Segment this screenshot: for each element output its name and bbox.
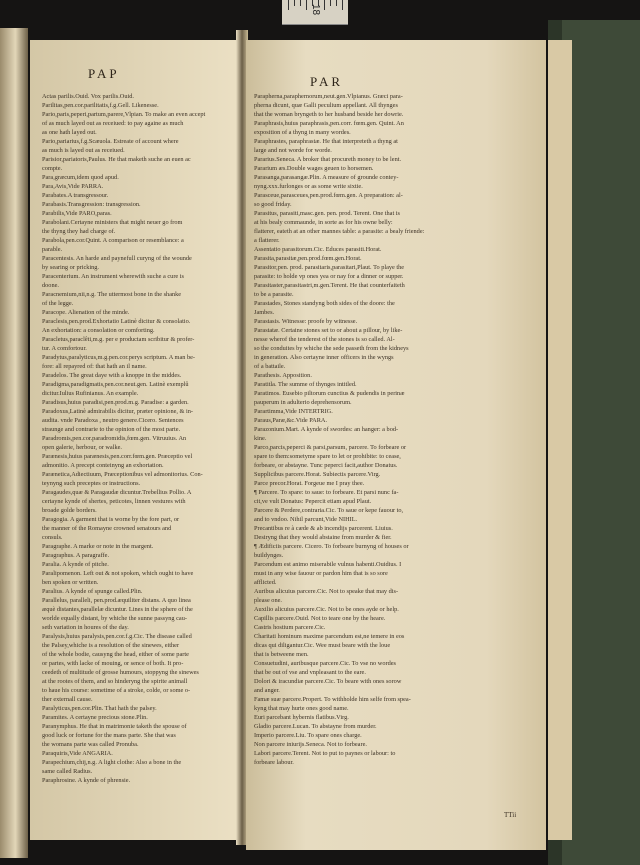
dictionary-entry-line: the womans parte was called Pronuba.: [42, 741, 139, 748]
dictionary-entry-line: Parasitor,pen. prod. parasitaris,parasitari,Plaut. To playe the: [254, 264, 405, 271]
dictionary-entry-line: Paraquiris,Vide ANGARIA.: [42, 750, 113, 757]
dictionary-entry-line: Paraphrasis,huius paraphrasis,pen.corr. fœm.gen. Quint. An: [254, 120, 404, 127]
dictionary-entry-line: in generation. Also certayne inner officers in the wyngs: [254, 354, 394, 361]
dictionary-entry-line: Paracope. Alienation of the minde.: [42, 309, 130, 316]
dictionary-entry-line: Famæ suæ parcere.Propert. To withholde him selfe from spea-: [254, 696, 411, 703]
dictionary-entry-line: straunge and contrarie to the opinion of the most parte.: [42, 426, 181, 433]
dictionary-entry-line: Pario,paris,peperi,partum,parere,Vlpian. To make an even accept: [42, 111, 206, 118]
dictionary-entry-line: worlde equally distant, by whiche the sunne passyng cau-: [42, 615, 187, 622]
dictionary-entry-line: the thyng they had charge of.: [42, 228, 116, 235]
dictionary-entry-line: Pario,pariarius,f.g.Scæuola. Estreate of account where: [42, 138, 179, 145]
dictionary-entry-line: as much is layed out as receiued.: [42, 147, 125, 154]
dictionary-entry-line: open galerie, herbour, or walke.: [42, 444, 122, 451]
dictionary-entry-line: Parabola,pen.cor.Quint. A comparison or resemblance: a: [42, 237, 184, 244]
dictionary-entry-line: dicitur.Iulius Rufinianus. An example.: [42, 390, 139, 397]
dictionary-entry-line: Paratitla. The summe of thynges intitled.: [254, 381, 357, 388]
dictionary-entry-line: Paralyticus,pen.cor.Plin. That hath the palsey.: [42, 705, 157, 712]
dictionary-entry-line: or partes, with lacke of mouing, or sence of both. It pro-: [42, 660, 184, 667]
dictionary-entry-line: of the legge.: [42, 300, 74, 307]
dictionary-entry-line: Parænetica,Adiectiuum, Præceptionibus vel admonitorius. Con-: [42, 471, 203, 478]
dictionary-entry-line: the Palsey,whiche is a resolution of the sinewes, either: [42, 642, 180, 649]
dictionary-entry-line: Paraphrastes, paraphrastæ. He that interpreteth a thyng at: [254, 138, 398, 145]
dictionary-entry-line: of a battaile.: [254, 363, 286, 370]
dictionary-entry-line: Paradisus,huius paradisi,pen.prod.m.g. Paradise: a garden.: [42, 399, 189, 406]
dictionary-entry-line: Paragraphe. A marke or note in the margent.: [42, 543, 154, 550]
ruler-scale: [282, 0, 348, 25]
dictionary-entry-line: parasite: to holde vp ones yea or nay for a dinner or supper.: [254, 273, 404, 280]
dictionary-entry-line: Pararius.Seneca. A broker that procureth money to be lent.: [254, 156, 402, 163]
dictionary-entry-line: admonitio. A precept conteinyng an exhortation.: [42, 462, 164, 469]
dictionary-entry-line: Paralysis,huius paralysis,pen.cor.f.g.Cic. The disease called: [42, 633, 192, 640]
dictionary-entry-line: nesse wherof the tenderest of the stones is so called. Al-: [254, 336, 395, 343]
dictionary-entry-line: Parabates.A transgressour.: [42, 192, 109, 199]
dictionary-entry-line: and to vndoo. Nihil parcunt,Vide NIHIL.: [254, 516, 358, 523]
ruler-label: 18: [310, 3, 322, 16]
dictionary-entry-line: Parapherna,paraphernorum,neut.gen.Vlpianus. Græci para-: [254, 93, 403, 100]
dictionary-entry-line: Dolori & iracundiæ parcere.Cic. To beare with ones sorow: [254, 678, 402, 685]
dictionary-entry-line: certayne kynde of shertes, peticotes, linnen vestures with: [42, 498, 186, 505]
dictionary-entry-line: doone.: [42, 282, 59, 289]
dictionary-entry-line: Imperio parcere.Liu. To spare ones charge.: [254, 732, 362, 739]
dictionary-entry-line: flatterer, eateth at an other mannes table: a parasite: a bealy friende:: [254, 228, 425, 235]
dictionary-entry-line: teynyng such preceptes or instructions.: [42, 480, 141, 487]
dictionary-entry-line: pauperum in adulterio deprehensorum.: [254, 399, 352, 406]
dictionary-entry-line: Paracnemium,nii,n.g. The uttermost bone in the shanke: [42, 291, 182, 298]
dictionary-entry-line: tur. A comfortour.: [42, 345, 87, 352]
dictionary-entry-line: and anger.: [254, 687, 280, 694]
dictionary-entry-line: Parabolani.Certayne ministers that might neuer go from: [42, 219, 183, 226]
dictionary-entry-line: Parco,parcis,peperci & parsi,parsum, parcere. To forbeare or: [254, 444, 407, 451]
dictionary-entry-line: audita. vnde Paradoxa , neutro genere.Cicero. Sentences: [42, 417, 184, 424]
dictionary-entry-line: Gladio parcere.Lucan. To abstayne from murder.: [254, 723, 377, 730]
dictionary-entry-line: of the whole bodie, causyng the head, either of some parte: [42, 651, 189, 658]
dictionary-entry-line: Paracentesis. An harde and paynefull curyng of the wounde: [42, 255, 192, 262]
dictionary-entry-line: Paragraphus. A paragraffe.: [42, 552, 110, 559]
dictionary-entry-line: buildynges.: [254, 552, 284, 559]
dictionary-entry-line: Paragaudes,quæ & Paragaudæ dicuntur.Trebellius Pollio. A: [42, 489, 192, 496]
dictionary-entry-line: spare to them:sometyme spare to let or prohibite: to cease,: [254, 453, 401, 460]
dictionary-entry-line: Paraus,Paræ,&c.Vide PARA.: [254, 417, 328, 424]
dictionary-entry-line: Paralia. A kynde of pitche.: [42, 561, 109, 568]
dictionary-entry-line: parable.: [42, 246, 63, 253]
dictionary-entry-line: that be out of vse and vnpleasant to the eare.: [254, 669, 366, 676]
dictionary-entry-line: Parallelus, paralleli, pen.prod.æquiliter distans. A quo linea: [42, 597, 191, 604]
dictionary-entry-line: Precantibus re à cæde & ab incendijs parcerent. Liuius.: [254, 525, 393, 532]
dictionary-entry-line: afflicted.: [254, 579, 277, 586]
dictionary-entry-line: kine.: [254, 435, 267, 442]
dictionary-entry-line: Desiryng that they would abstaine from murder & fier.: [254, 534, 392, 541]
dictionary-entry-line: Auxilio alicuius parcere.Cic. Not to be ones ayde or help.: [254, 606, 399, 613]
dictionary-entry-line: Parce precor.Horat. Forgeue me I pray thee.: [254, 480, 365, 487]
dictionary-entry-line: Parabasis.Transgression: transgression.: [42, 201, 141, 208]
dictionary-entry-line: seth variation in houres of the day.: [42, 624, 129, 631]
dictionary-entry-line: æquè distantes,parallelæ dicuntur. Lines in the sphere of the: [42, 606, 193, 613]
dictionary-entry-line: good luck or fortune for the mans parte. She that was: [42, 732, 176, 739]
dictionary-entry-line: that is betweene men.: [254, 651, 309, 658]
dictionary-entry-line: Paragogia. A garment that is worne by the fore part, or: [42, 516, 180, 523]
dictionary-entry-line: so good friday.: [254, 201, 292, 208]
dictionary-entry-line: Paracenterium. An instrument wherewith suche a cure is: [42, 273, 184, 280]
dictionary-entry-line: An exhortation: a consolation or comforting.: [42, 327, 155, 334]
dictionary-entry-line: to haue his course: sometime of a stroke, colde, or some o-: [42, 687, 191, 694]
dictionary-entry-line: Parastasis. Witnesse: proofe by witnesse.: [254, 318, 358, 325]
dictionary-entry-line: please one.: [254, 597, 282, 604]
dictionary-entry-line: Paracletus,paraclêti,m.g. per e productam scribitur & profer-: [42, 336, 195, 343]
dictionary-entry-line: Jambes.: [254, 309, 275, 316]
dictionary-entry-line: cit,ve vult Donatus: Pepercit etiam apud Plaut.: [254, 498, 372, 505]
dictionary-entry-line: large and not worde for worde.: [254, 147, 332, 154]
dictionary-entry-line: Paralipomenon. Left out & not spoken, which ought to have: [42, 570, 194, 577]
dictionary-entry-line: Paratimos. Eusebio piltorum cunctius & pudendis in perinæ: [254, 390, 405, 397]
dictionary-entry-line: Parabilis,Vide PARO,paras.: [42, 210, 112, 217]
dictionary-entry-line: Parisior,pariatoris,Paulus. He that maketh suche an euen ac: [42, 156, 191, 163]
dictionary-entry-line: kyng that may hurte ones good name.: [254, 705, 349, 712]
dictionary-entry-line: ceedeth of multitude of grosse humours, stoppyng the sinewes: [42, 669, 199, 676]
dictionary-entry-line: Paraphrosine. A kynde of phrensie.: [42, 777, 131, 784]
dictionary-entry-line: to be a parasite.: [254, 291, 294, 298]
dictionary-entry-line: Paradoxus,Latinè admirabilis dicitur, præter opinione, & in-: [42, 408, 194, 415]
dictionary-entry-line: the manner of the Romayne crowned senatours and: [42, 525, 172, 532]
right-page-entries: [254, 92, 540, 767]
dictionary-entry-line: forbeare, or abstayne. Tunc peperci facit,author Donatus.: [254, 462, 398, 469]
dictionary-entry-line: Labori parcere.Terent. Not to put to paynes or labour: to: [254, 750, 396, 757]
dictionary-entry-line: Assentatio parasitorum.Cic. Educes parasiti.Horat.: [254, 246, 382, 253]
dictionary-entry-line: Parastatæ. Certaine stones set to or about a pillour, by like-: [254, 327, 403, 334]
dictionary-entry-line: forbeare labour.: [254, 759, 294, 766]
dictionary-entry-line: Paralius. A kynde of spunge called.Plin.: [42, 588, 143, 595]
dictionary-entry-line: Charitati hominum maxime parcendum est,ne temere in eos: [254, 633, 405, 640]
dictionary-entry-line: broade golde borders.: [42, 507, 97, 514]
dictionary-entry-line: Supplicibus parcere.Horat. Subiectis parcere.Virg.: [254, 471, 381, 478]
dictionary-entry-line: that the woman bryngeth to her husband beside her dowrie.: [254, 111, 404, 118]
dictionary-entry-line: so the conduites by whiche the sede passeth from the kidneys: [254, 345, 409, 352]
dictionary-entry-line: exposition of a thyng in many wordes.: [254, 129, 351, 136]
dictionary-entry-line: ¶ Ædificiis parcere. Cicero. To forbeare burnyng of houses or: [254, 543, 409, 550]
dictionary-entry-line: Euri parcebant hybernis flatibus.Virg.: [254, 714, 349, 721]
dictionary-entry-line: ben spoken or written.: [42, 579, 99, 586]
dictionary-entry-line: Parasceue,parasceues,pen.prod.fœm.gen. A preparation: al-: [254, 192, 403, 199]
signature-mark: TTii: [504, 811, 517, 819]
dictionary-entry-line: at the rootes of them, and so hinderyng the spirite animall: [42, 678, 188, 685]
dictionary-entry-line: ¶ Parcere. To spare: to saue: to forbeare. Et parsi nunc fa-: [254, 489, 399, 496]
dictionary-entry-line: Parcendum est animo miserabile vulnus habenti.Ouidius. I: [254, 561, 402, 568]
dictionary-entry-line: Parathesis. Apposition.: [254, 372, 312, 379]
dictionary-entry-line: Parapechium,chij,n.g. A light clothe: Also a bone in the: [42, 759, 182, 766]
dictionary-entry-line: of as much layed out as receiued: to pay againe as much: [42, 120, 184, 127]
dictionary-entry-line: Parasitaster,parasitastri,m.gen.Terent. He that counterfaiteth: [254, 282, 405, 289]
dictionary-entry-line: Parilitas,pen.cor.parilitatis,f.g.Gell. Likenesse.: [42, 102, 159, 109]
dictionary-entry-line: Parasitus, parasiti,masc.gen. pen. prod. Terent. One that is: [254, 210, 400, 217]
dictionary-entry-line: a flatterer.: [254, 237, 280, 244]
dictionary-entry-line: Parartimma,Vide INTERTRIG.: [254, 408, 333, 415]
left-page-header: PAP: [88, 66, 120, 81]
dictionary-entry-line: Consuetudini, auribusque parcere.Cic. To vse no wordes: [254, 660, 396, 667]
dictionary-entry-line: consuls.: [42, 534, 63, 541]
dictionary-entry-line: pherna dicunt, quæ Galli peculium appellant. All thynges: [254, 102, 398, 109]
left-page-entries: [42, 92, 234, 785]
dictionary-entry-line: Para,Avis,Vide PARRA.: [42, 183, 104, 190]
dictionary-entry-line: Paradelos. The great daye with a knoppe in the middes.: [42, 372, 182, 379]
previous-page-edge: [0, 28, 28, 858]
dictionary-entry-line: Capillis parcere.Ouid. Not to teare one by the heare.: [254, 615, 386, 622]
dictionary-entry-line: Parcere & Perdere,contraria.Cic. To saue or kepe fauour to,: [254, 507, 404, 514]
dictionary-entry-line: ther externall cause.: [42, 696, 93, 703]
dictionary-entry-line: dicas qui diligantur.Cic. Wee must beare with the loue: [254, 642, 391, 649]
right-page-header: PAR: [310, 74, 344, 89]
page-block-edge: [548, 40, 572, 840]
dictionary-entry-line: Paradromis,pen.cor.paradromidis,fœm.gen. Vitruuius. An: [42, 435, 187, 442]
dictionary-entry-line: Parænesis,huius parænesis,pen.corr.fœm.gen. Præceptio vel: [42, 453, 193, 460]
dictionary-entry-line: nyng.xxx.furlonges or as some write sixtie.: [254, 183, 363, 190]
dictionary-entry-line: fore: all repayred of: that hath an il name.: [42, 363, 147, 370]
dictionary-entry-line: Para,græcum,idem quod apud.: [42, 174, 119, 181]
dictionary-entry-line: Paramites. A certayne precious stone.Plin.: [42, 714, 148, 721]
dictionary-entry-line: Non parcere iniurijs.Seneca. Not to forbeare.: [254, 741, 367, 748]
dictionary-entry-line: compte.: [42, 165, 63, 172]
dictionary-entry-line: same called Radius.: [42, 768, 93, 775]
dictionary-entry-line: Paradigma,paradigmatis,pen.cor.neut.gen. Latinè exemplû: [42, 381, 189, 388]
dictionary-entry-line: Parasita,parasitæ,pen.prod.fœm.gen.Horat.: [254, 255, 362, 262]
dictionary-entry-line: Paranymphus. He that in matrimonie taketh the spouse of: [42, 723, 187, 730]
dictionary-entry-line: must in any wise fauour or pardon him that is so sore: [254, 570, 388, 577]
dictionary-entry-line: Pararium æs.Double wages geuen to horsemen.: [254, 165, 374, 172]
dictionary-entry-line: Parastades, Stones standyng both sides of the doore: the: [254, 300, 395, 307]
dictionary-entry-line: as one hath layed out.: [42, 129, 97, 136]
dictionary-entry-line: at his bealy commaunde, in sorte as for his owne belly:: [254, 219, 393, 226]
dictionary-entry-line: Auribus alicuius parcere.Cic. Not to speake that may dis-: [254, 588, 399, 595]
dictionary-entry-line: Parazonium.Mart. A kynde of swordes: an hanger: a bod-: [254, 426, 399, 433]
dictionary-entry-line: Paradytus,paralyticus,m.g.pen.cor.perys scriptum. A man be-: [42, 354, 196, 361]
dictionary-entry-line: Actas parilis.Ouid. Vox parilis.Ouid.: [42, 93, 134, 100]
dictionary-entry-line: Paraclesis,pen.prod.Exhortatio Latinè dicitur & consolatio.: [42, 318, 191, 325]
dictionary-entry-line: Castris hostium parcere.Cic.: [254, 624, 326, 631]
dictionary-entry-line: by searing or pricking.: [42, 264, 100, 271]
dictionary-entry-line: Parasanga,parasangæ.Plin. A measure of grounde contey-: [254, 174, 399, 181]
